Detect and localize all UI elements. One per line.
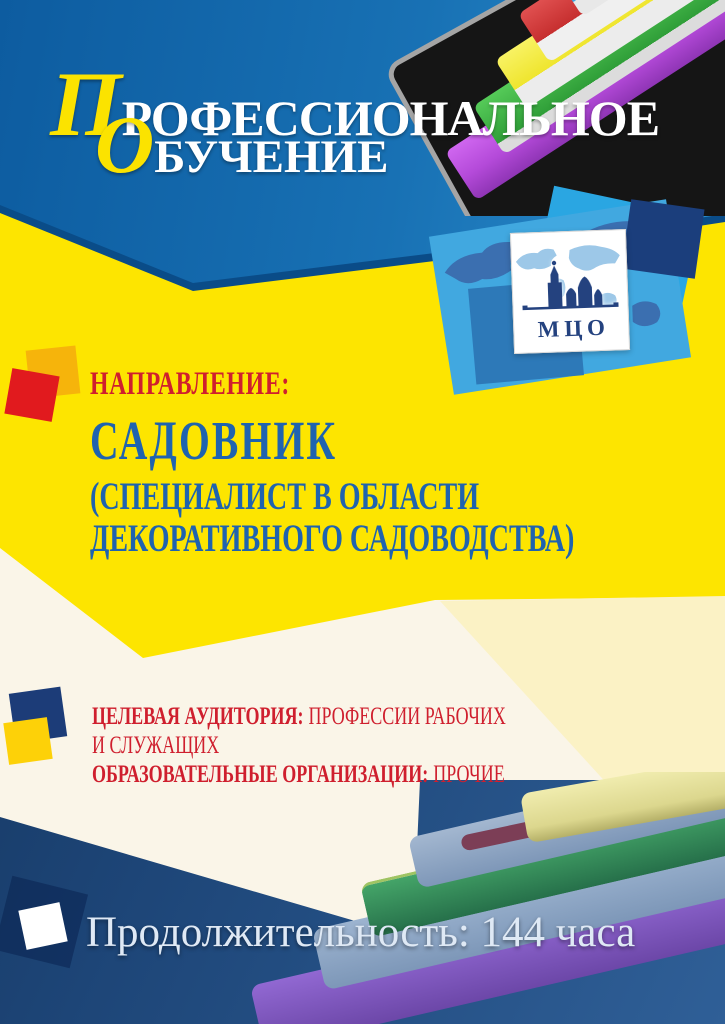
- title-line1-text: РОФЕССИОНАЛЬНОЕ: [121, 90, 660, 146]
- audience-value: ПРОФЕССИИ РАБОЧИХ: [308, 703, 506, 730]
- bottom-books-photo: [220, 772, 725, 1024]
- course-name: САДОВНИК: [90, 410, 338, 471]
- audience-line3: [92, 760, 506, 789]
- yellow-square-decor: [3, 717, 52, 765]
- white-square-decor: [18, 902, 67, 950]
- logo-cluster: [430, 192, 725, 392]
- direction-label: НАПРАВЛЕНИЕ:: [90, 366, 291, 402]
- navy-card: [621, 199, 704, 279]
- organizations-label: ОБРАЗОВАТЕЛЬНЫЕ ОРГАНИЗАЦИИ:: [92, 761, 429, 788]
- title-initial-letter: О: [95, 99, 155, 190]
- kremlin-icon: [519, 256, 621, 311]
- course-subtitle-line1: (СПЕЦИАЛИСТ В ОБЛАСТИ: [90, 475, 480, 518]
- direction-block: [90, 366, 574, 560]
- audience-label: ЦЕЛЕВАЯ АУДИТОРИЯ:: [92, 703, 304, 730]
- organizations-value: ПРОЧИЕ: [433, 761, 505, 788]
- audience-block: [92, 702, 506, 789]
- poster-title-line2: [95, 99, 389, 190]
- audience-value-cont: И СЛУЖАЩИХ: [92, 732, 220, 759]
- mco-logo-card: [510, 229, 630, 354]
- audience-line2: [92, 731, 506, 760]
- course-subtitle-line2: ДЕКОРАТИВНОГО САДОВОДСТВА): [90, 517, 575, 560]
- duration-text: Продолжительность: 144 часа: [86, 909, 636, 956]
- title-initial-letter: П: [50, 53, 122, 155]
- logo-acronym: МЦО: [537, 314, 611, 343]
- red-square-decor: [4, 368, 59, 422]
- audience-line1: [92, 702, 506, 731]
- title-line2-text: БУЧЕНИЕ: [154, 131, 389, 183]
